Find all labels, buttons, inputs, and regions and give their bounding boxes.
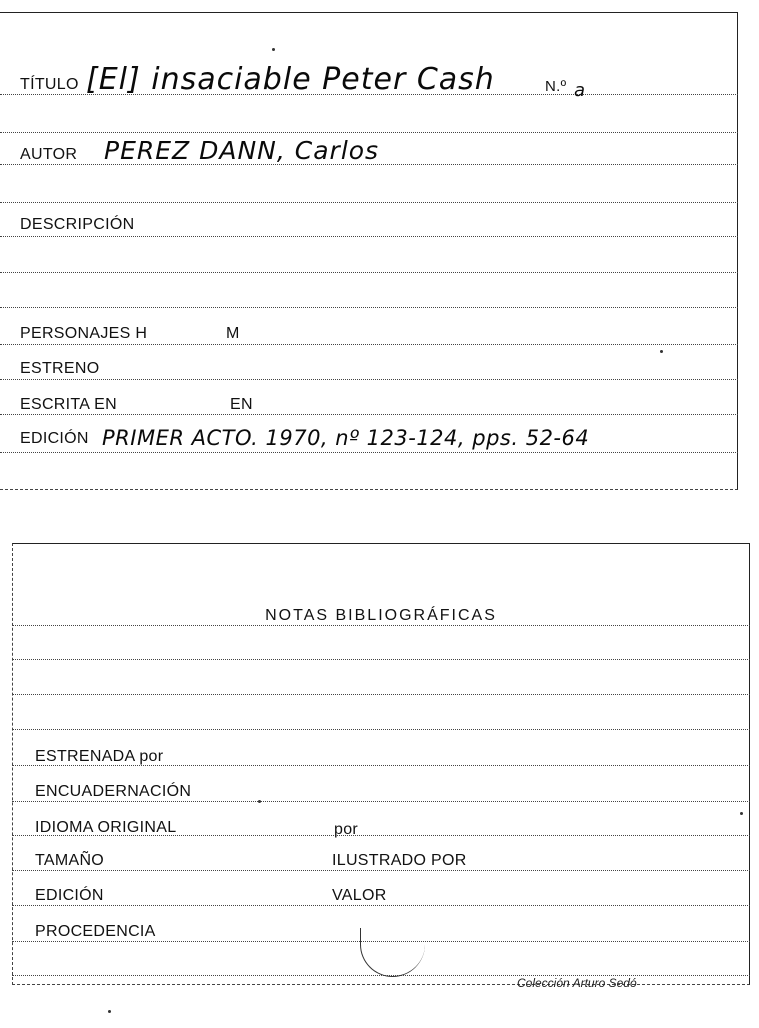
edicion-line: [12, 905, 750, 906]
speck-mark: [272, 48, 275, 51]
speck-mark: [258, 800, 261, 803]
escrita-line: [0, 414, 738, 415]
rule-line: [12, 729, 750, 730]
personajes-m-label: M: [226, 325, 240, 342]
edicion-handwritten: PRIMER ACTO. 1970, nº 123-124, pps. 52-64: [102, 426, 590, 450]
speck-mark: [660, 350, 663, 353]
numero-handwritten: a: [574, 80, 587, 101]
rule-line: [12, 625, 750, 626]
tamano-label: TAMAÑO: [35, 852, 105, 869]
estreno-line: [0, 379, 738, 380]
encuadernacion-line: [12, 801, 750, 802]
collection-footer: Colección Arturo Sedó: [517, 976, 637, 990]
numero-label: N.º: [545, 78, 567, 95]
valor-label: VALOR: [332, 887, 387, 904]
tamano-line: [12, 870, 750, 871]
estrenada-por-label: ESTRENADA por: [35, 748, 164, 765]
descripcion-label: DESCRIPCIÓN: [20, 216, 135, 233]
procedencia-label: PROCEDENCIA: [35, 923, 156, 940]
estreno-label: ESTRENO: [20, 360, 100, 377]
autor-handwritten: PEREZ DANN, Carlos: [104, 136, 380, 165]
rule-line: [0, 202, 738, 203]
autor-label: AUTOR: [20, 146, 78, 163]
notas-heading: NOTAS BIBLIOGRÁFICAS: [265, 607, 497, 624]
ilustrado-por-label: ILUSTRADO POR: [332, 852, 467, 869]
edicion-label: EDICIÓN: [20, 430, 89, 447]
personajes-line: [0, 344, 738, 345]
descripcion-line: [0, 236, 738, 237]
en-label: EN: [230, 396, 253, 413]
idioma-original-label: IDIOMA ORIGINAL: [35, 819, 177, 836]
rule-line: [0, 272, 738, 273]
catalog-card-front: [0, 12, 738, 490]
por-label: por: [334, 821, 359, 838]
speck-mark: [740, 812, 743, 815]
rule-line: [0, 307, 738, 308]
edicion-line: [0, 452, 738, 453]
rule-line: [12, 659, 750, 660]
speck-mark: [108, 1010, 111, 1013]
encuadernacion-label: ENCUADERNACIÓN: [35, 783, 192, 800]
titulo-handwritten: [El] insaciable Peter Cash: [86, 62, 495, 97]
rule-line: [0, 132, 738, 133]
edicion-back-label: EDICIÓN: [35, 887, 104, 904]
catalog-card-back: [12, 543, 750, 990]
titulo-label: TÍTULO: [20, 76, 79, 93]
rule-line: [12, 694, 750, 695]
personajes-h-label: PERSONAJES H: [20, 325, 148, 342]
escrita-en-label: ESCRITA EN: [20, 396, 117, 413]
